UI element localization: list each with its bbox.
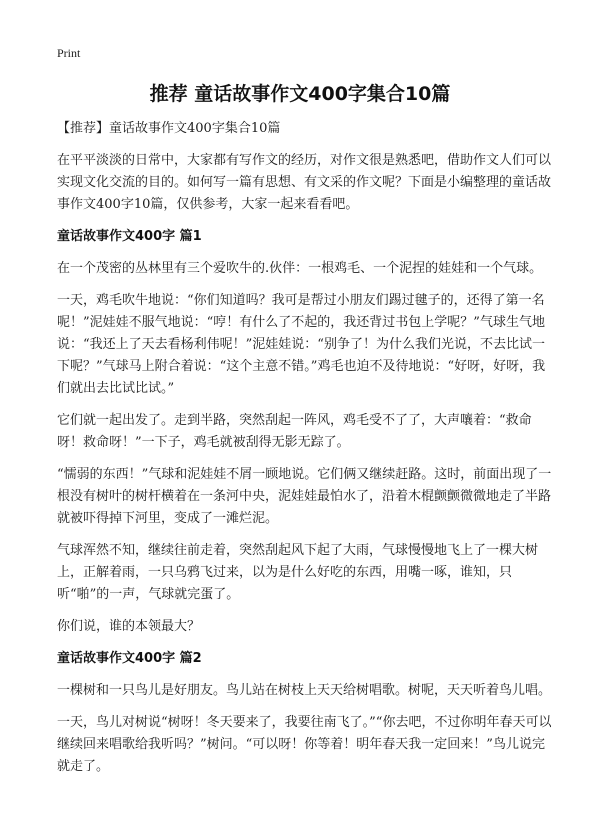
section-1-paragraph-4: “懦弱的东西！”气球和泥娃娃不屑一顾地说。它们俩又继续赶路。这时，前面出现了一根没有树叶的树杆横着在一条河中央，泥娃娃最怕水了，沿着木棍颤颤微微地走了半路就被吓得掉下河里，变成了一滩烂泥。	[57, 467, 552, 526]
section-1-paragraph-5: 气球浑然不知，继续往前走着，突然刮起风下起了大雨，气球慢慢地飞上了一棵大树上，正解着雨，一只乌鸦飞过来，以为是什么好吃的东西，用嘴一啄，谁知，只听“啪”的一声，气球就完蛋了。	[57, 543, 539, 602]
section-1-paragraph-1: 在一个茂密的丛林里有三个爱吹牛的.伙伴：一根鸡毛、一个泥捏的娃娃和一个气球。	[57, 261, 543, 276]
page-title: 推荐 童话故事作文400字集合10篇	[149, 83, 451, 105]
article-body	[57, 118, 552, 788]
section-heading-1: 童话故事作文400字 篇1	[57, 229, 202, 244]
section-1-paragraph-2: 一天，鸡毛吹牛地说：“你们知道吗？我可是帮过小朋友们踢过毽子的，还得了第一名呢！”泥娃娃不服气地说：“哼！有什么了不起的，我还背过书包上学呢？”气球生气地说：“我还上了天去看杨利伟呢！”泥娃娃说：“别争了！为什么我们光说，不去比试一下呢？”气球马上附合着说：“这个主意不错。”鸡毛也迫不及待地说：“好呀，好呀，我们就出去比试比试。”	[57, 293, 546, 396]
section-heading-2: 童话故事作文400字 篇2	[57, 651, 202, 666]
section-2-paragraph-1: 一棵树和一只鸟儿是好朋友。鸟儿站在树枝上天天给树唱歌。树呢，天天听着鸟儿唱。	[57, 683, 552, 698]
print-link[interactable]: Print	[57, 46, 81, 60]
section-1-paragraph-6: 你们说，谁的本领最大？	[57, 619, 201, 634]
article-subtitle: 【推荐】童话故事作文400字集合10篇	[57, 121, 281, 136]
section-1-paragraph-3: 它们就一起出发了。走到半路，突然刮起一阵风，鸡毛受不了了，大声嚷着：“救命呀！救命呀！”一下子，鸡毛就被刮得无影无踪了。	[57, 413, 532, 450]
intro-paragraph: 在平平淡淡的日常中，大家都有写作文的经历，对作文很是熟悉吧，借助作文人们可以实现文化交流的目的。如何写一篇有思想、有文采的作文呢？下面是小编整理的童话故事作文400字10篇，仅供参考，大家一起来看看吧。	[57, 153, 552, 212]
section-2-paragraph-2: 一天，鸟儿对树说“树呀！冬天要来了，我要往南飞了。”“你去吧，不过你明年春天可以继续回来唱歌给我听吗？”树问。“可以呀！你等着！明年春天我一定回来！”鸟儿说完就走了。	[57, 715, 552, 774]
